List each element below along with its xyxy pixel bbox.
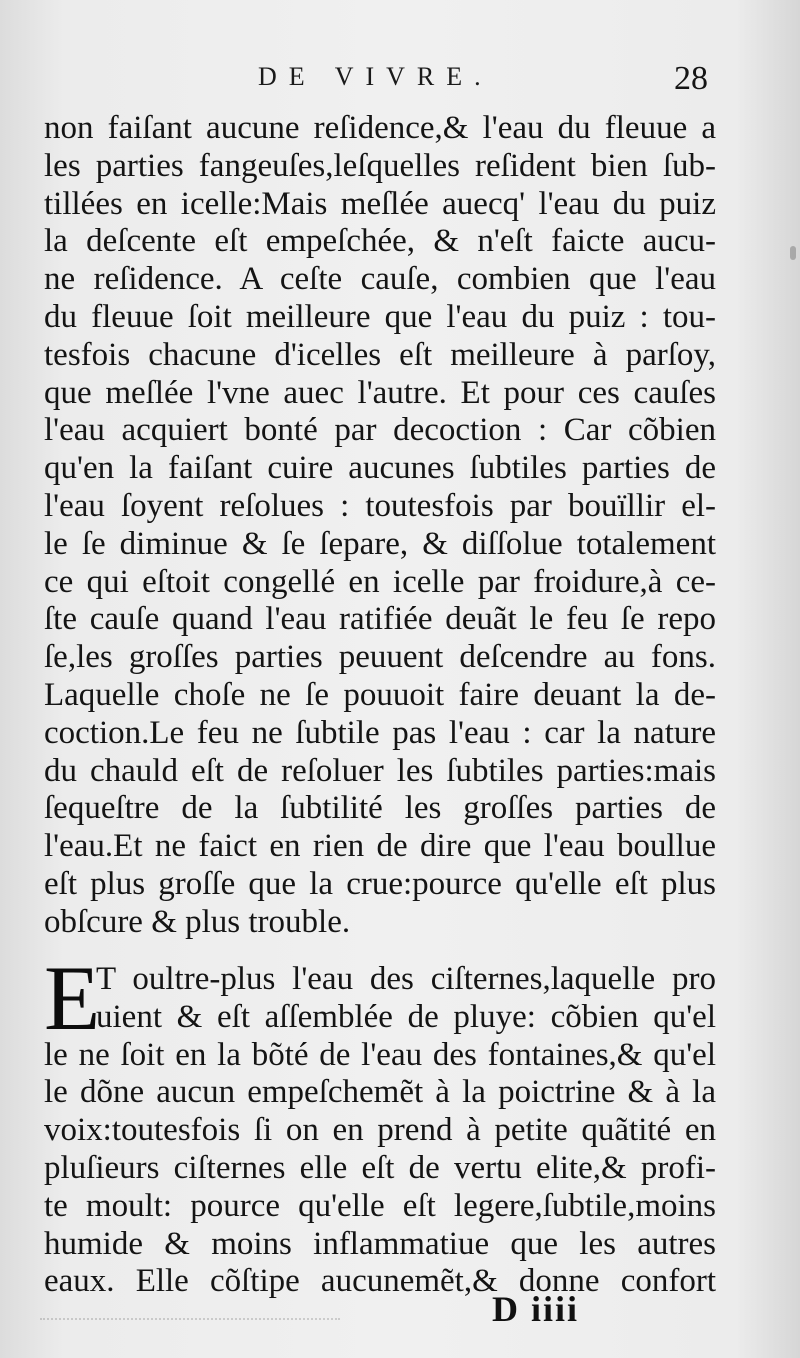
text-line: qu'en la faiſant cuire aucunes ſubtiles parties de (44, 450, 716, 487)
text-line-last: obſcure & plus trouble. (44, 903, 351, 940)
text-line: T oultre-plus l'eau des ciſternes,laquelle pro (96, 961, 716, 997)
text-line: l'eau ſoyent reſolues : toutesfois par bouïllir el- (44, 487, 716, 524)
running-title: DE VIVRE. (258, 62, 493, 91)
text-line: les parties fangeuſes,leſquelles reſident bien ſub- (44, 147, 716, 184)
text-line: te moult: pource qu'elle eſt legere,ſubtile,moins (44, 1187, 716, 1224)
text-line: coction.Le feu ne ſubtile pas l'eau : car la nature (44, 714, 716, 751)
text-line: non faiſant aucune reſidence,& l'eau du fleuue a (44, 110, 716, 146)
text-line: que meſlée l'vne auec l'autre. Et pour ces cauſes (44, 374, 716, 411)
text-line: tillées en icelle:Mais meſlée auecq' l'eau du puiz (44, 185, 716, 222)
text-line: ſequeſtre de la ſubtilité les groſſes parties de (44, 790, 716, 827)
text-line: ce qui eſtoit congellé en icelle par froidure,à ce- (44, 563, 716, 600)
text-line: humide & moins inflammatiue que les autres (44, 1225, 716, 1262)
page-number: 28 (674, 60, 708, 97)
text-line: uient & eſt aſſemblée de pluye: cõbien qu'el (96, 998, 716, 1035)
page-header (0, 62, 800, 102)
text-line: l'eau acquiert bonté par decoction : Car cõbien (44, 412, 716, 449)
text-line: eſt plus groſſe que la crue:pource qu'elle eſt plus (44, 865, 716, 902)
text-line: du fleuue ſoit meilleure que l'eau du puiz : tou- (44, 298, 716, 335)
paragraph-1 (44, 110, 716, 942)
text-line: ſe,les groſſes parties peuuent deſcendre au fons. (44, 639, 716, 676)
text-line: Laquelle choſe ne ſe pouuoit faire deuant la de- (44, 676, 716, 713)
drop-capital: E (44, 947, 101, 1049)
text-line: ſte cauſe quand l'eau ratifiée deuãt le feu ſe repo (44, 601, 716, 638)
text-line: le ne ſoit en la bõté de l'eau des fontaines,& qu'el (44, 1036, 716, 1073)
text-line: eaux. Elle cõſtipe aucunemẽt,& donne confort (44, 1263, 716, 1300)
dropcap-block (44, 947, 716, 1049)
text-line: le ſe diminue & ſe ſepare, & diſſolue totalement (44, 525, 716, 562)
text-line: le dõne aucun empeſchemẽt à la poictrine & à la (44, 1074, 716, 1111)
text-line: l'eau.Et ne faict en rien de dire que l'eau boullue (44, 828, 716, 865)
page-edge-mark (790, 246, 796, 260)
text-line: tesfois chacune d'icelles eſt meilleure à parſoy, (44, 336, 716, 373)
text-line: voix:toutesfois ſi on en prend à petite quãtité en (44, 1112, 716, 1149)
paragraph-2 (44, 947, 716, 1301)
text-line: ne reſidence. A ceſte cauſe, combien que l'eau (44, 261, 716, 298)
text-line: du chauld eſt de reſoluer les ſubtiles parties:mais (44, 752, 716, 789)
text-line: la deſcente eſt empeſchée, & n'eſt faicte aucu- (44, 223, 716, 260)
page-foot-specks (40, 1318, 340, 1324)
text-line: pluſieurs ciſternes elle eſt de vertu elite,& profi- (44, 1149, 716, 1186)
signature-mark: D iiii (492, 1289, 580, 1329)
